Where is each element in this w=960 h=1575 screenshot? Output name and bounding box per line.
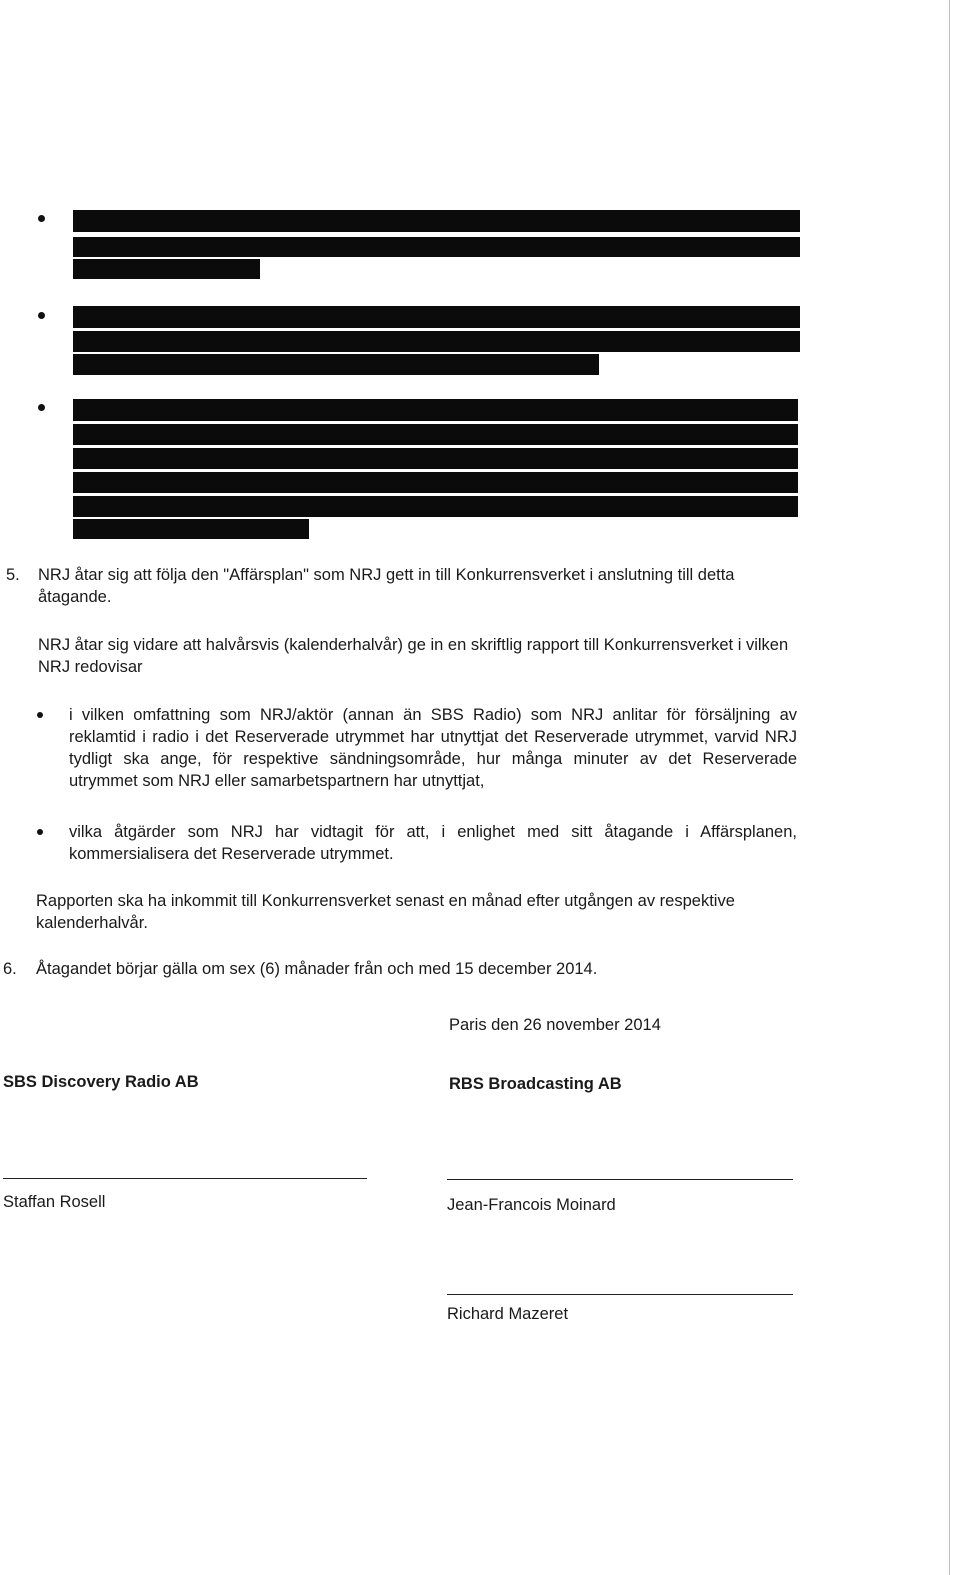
report-bullet-1: i vilken omfattning som NRJ/aktör (annan än SBS Radio) som NRJ anlitar för försäljning av reklamtid i radio i det Reserverade utrymmet har utnyttjat det Reserverade utrymmet, varvid NRJ tydligt ska ange, för respektive sändningsområde, hur många minuter av det Reserverade utrymmet som NRJ eller samarbetspartnern har utnyttjat, [69, 706, 797, 790]
redaction-bar [73, 448, 798, 469]
signature-line [447, 1179, 793, 1180]
redaction-bar [73, 399, 798, 421]
redaction-bar [73, 331, 800, 352]
section-6-text: Åtagandet börjar gälla om sex (6) månader från och med 15 december 2014. [36, 960, 598, 978]
section-6-number: 6. [3, 960, 17, 978]
signatory-name: Jean-Francois Moinard [447, 1196, 616, 1214]
redaction-bar [73, 354, 599, 375]
redaction-bar [73, 424, 798, 445]
redaction-bar [73, 237, 800, 257]
signatory-name: Richard Mazeret [447, 1305, 569, 1323]
signature-line [3, 1178, 367, 1179]
place-date: Paris den 26 november 2014 [449, 1016, 661, 1034]
left-company-name: SBS Discovery Radio AB [3, 1073, 199, 1091]
section-5-number: 5. [6, 566, 20, 584]
redacted-bullet-2-dot [38, 312, 45, 319]
right-company-name: RBS Broadcasting AB [449, 1075, 622, 1093]
bullet-dot [37, 712, 43, 718]
section-5-paragraph-2: NRJ åtar sig vidare att halvårsvis (kalenderhalvår) ge in en skriftlig rapport till Konkurrensverket i vilken NRJ redovisar [38, 636, 789, 676]
redaction-bar [73, 472, 798, 493]
section-5-paragraph-3: Rapporten ska ha inkommit till Konkurrensverket senast en månad efter utgången av respektive kalenderhalvår. [36, 892, 735, 932]
bullet-dot [37, 829, 43, 835]
signature-line [447, 1294, 793, 1295]
redaction-bar [73, 306, 800, 328]
scan-edge-line [949, 0, 950, 1575]
redacted-bullet-1-dot [38, 215, 45, 222]
report-bullet-2: vilka åtgärder som NRJ har vidtagit för att, i enlighet med sitt åtagande i Affärsplanen, kommersialisera det Reserverade utrymmet. [69, 823, 797, 863]
redacted-bullet-3-dot [38, 404, 45, 411]
redaction-bar [73, 210, 800, 232]
redaction-bar [73, 519, 309, 539]
section-5-paragraph-1: NRJ åtar sig att följa den "Affärsplan" som NRJ gett in till Konkurrensverket i anslutning till detta åtagande. [38, 566, 735, 606]
redaction-bar [73, 496, 798, 517]
redaction-bar [73, 259, 260, 279]
signatory-name: Staffan Rosell [3, 1193, 106, 1211]
